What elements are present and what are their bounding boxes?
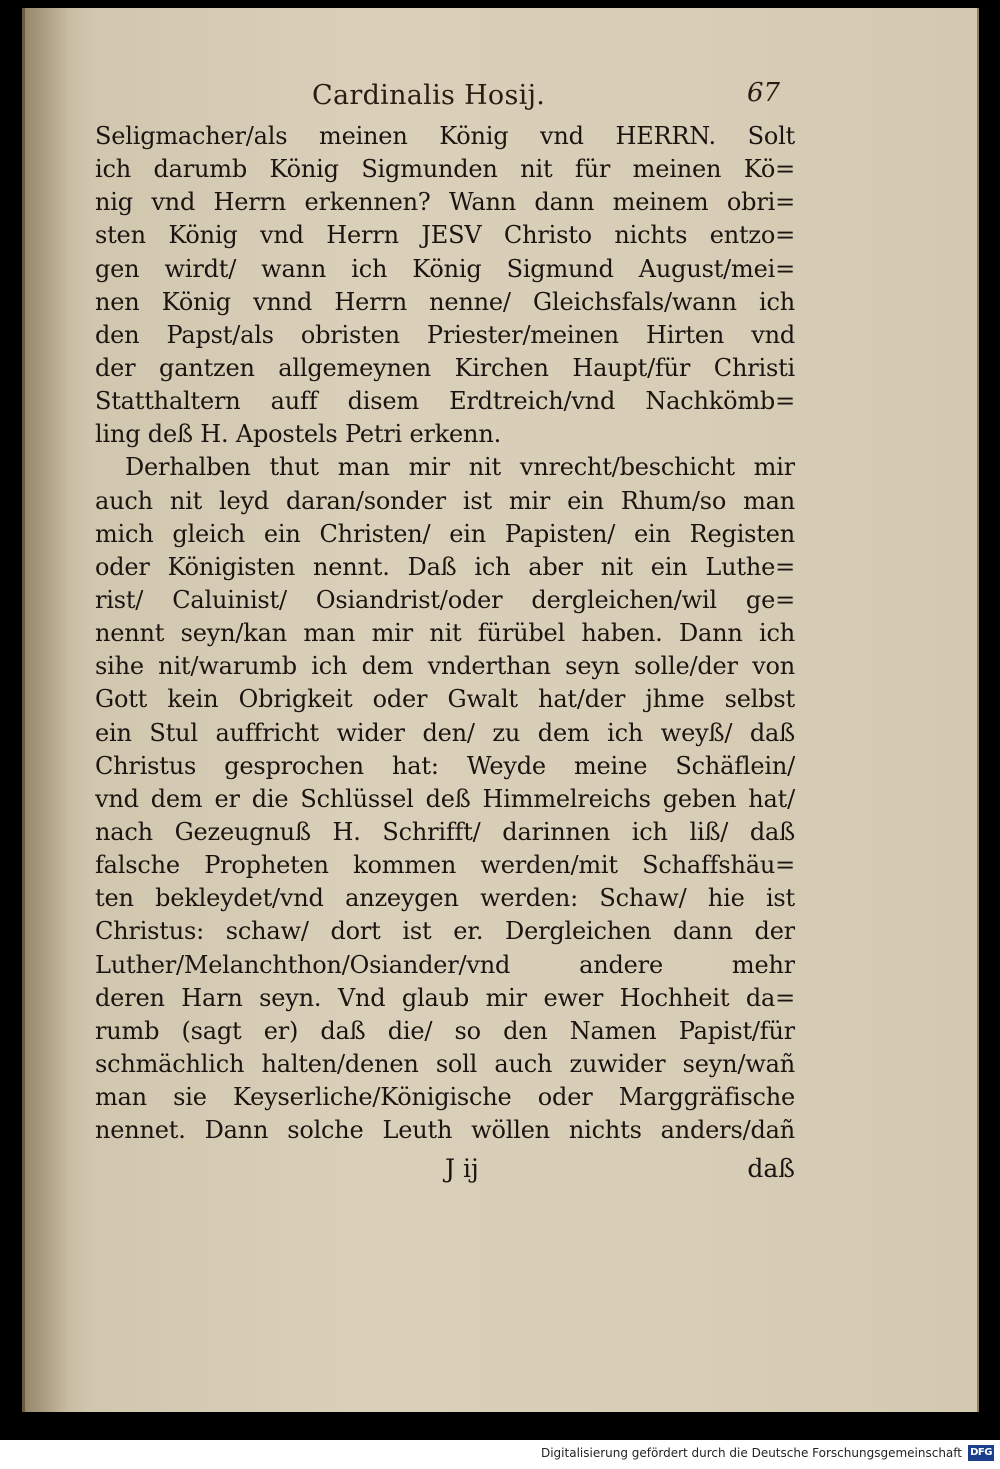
text-line: schmächlich halten/denen soll auch zuwider seyn/wañ xyxy=(95,1049,795,1078)
book-page xyxy=(22,8,979,1412)
text-line: sten König vnd Herrn JESV Christo nichts entzo= xyxy=(95,221,795,250)
text-line: nig vnd Herrn erkennen? Wann dann meinem obri= xyxy=(95,188,795,217)
text-line: Christus gesprochen hat: Weyde meine Schäflein/ xyxy=(95,751,795,780)
text-line: sihe nit/warumb ich dem vnderthan seyn solle/der von xyxy=(95,652,795,681)
funding-credit: Digitalisierung gefördert durch die Deutsche Forschungsgemeinschaft xyxy=(540,1446,962,1460)
text-line: deren Harn seyn. Vnd glaub mir ewer Hochheit da= xyxy=(95,983,795,1012)
text-line: man sie Keyserliche/Königische oder Marggräfische xyxy=(95,1083,795,1112)
text-line: gen wirdt/ wann ich König Sigmund August/mei= xyxy=(95,254,795,283)
text-line: Seligmacher/als meinen König vnd HERRN. Solt xyxy=(95,122,795,150)
text-line: rist/ Caluinist/ Osiandrist/oder dergleichen/wil ge= xyxy=(95,585,795,614)
text-line: ling deß H. Apostels Petri erkenn. xyxy=(95,420,502,449)
text-line: mich gleich ein Christen/ ein Papisten/ ein Registen xyxy=(95,519,795,548)
page-header xyxy=(25,78,977,118)
signature-mark: J ij xyxy=(445,1154,479,1183)
text-line: auch nit leyd daran/sonder ist mir ein Rhum/so man xyxy=(95,486,795,515)
text-line: Gott kein Obrigkeit oder Gwalt hat/der jhme selbst xyxy=(95,685,795,714)
text-line: den Papst/als obristen Priester/meinen Hirten vnd xyxy=(95,320,795,349)
text-line: ich darumb König Sigmunden nit für meinen Kö= xyxy=(95,155,795,184)
text-line: nennet. Dann solche Leuth wöllen nichts anders/dañ xyxy=(95,1116,795,1145)
text-line: oder Königisten nennt. Daß ich aber nit ein Luthe= xyxy=(95,552,795,581)
page-number: 67 xyxy=(747,78,781,108)
text-line: ten bekleydet/vnd anzeygen werden: Schaw/ hie ist xyxy=(95,884,795,913)
body-text xyxy=(95,120,795,1147)
text-line: Christus: schaw/ dort ist er. Dergleichen dann der xyxy=(95,917,795,946)
catchword: daß xyxy=(747,1154,795,1183)
text-line: ein Stul auffricht wider den/ zu dem ich weyß/ daß xyxy=(95,718,795,747)
text-line: nennt seyn/kan man mir nit fürübel haben. Dann ich xyxy=(95,619,795,648)
page-gutter-shadow xyxy=(25,8,69,1412)
text-line: Statthaltern auff disem Erdtreich/vnd Nachkömb= xyxy=(95,387,795,416)
text-line: Luther/Melanchthon/Osiander/vnd andere mehr xyxy=(95,950,795,979)
signature-row xyxy=(95,1154,795,1190)
text-line: nach Gezeugnuß H. Schrifft/ darinnen ich liß/ daß xyxy=(95,817,795,846)
text-line: vnd dem er die Schlüssel deß Himmelreichs geben hat/ xyxy=(95,784,795,813)
text-line: der gantzen allgemeynen Kirchen Haupt/für Christi xyxy=(95,353,795,382)
text-line: falsche Propheten kommen werden/mit Schaffshäu= xyxy=(95,851,795,880)
text-line: nen König vnnd Herrn nenne/ Gleichsfals/wann ich xyxy=(95,287,795,316)
text-line: Derhalben thut man mir nit vnrecht/beschicht mir xyxy=(125,453,795,482)
dfg-logo-icon: DFG xyxy=(968,1445,994,1461)
footer-bar xyxy=(0,1440,1000,1469)
text-line: rumb (sagt er) daß die/ so den Namen Papist/für xyxy=(95,1016,795,1045)
running-title: Cardinalis Hosij. xyxy=(312,80,546,111)
